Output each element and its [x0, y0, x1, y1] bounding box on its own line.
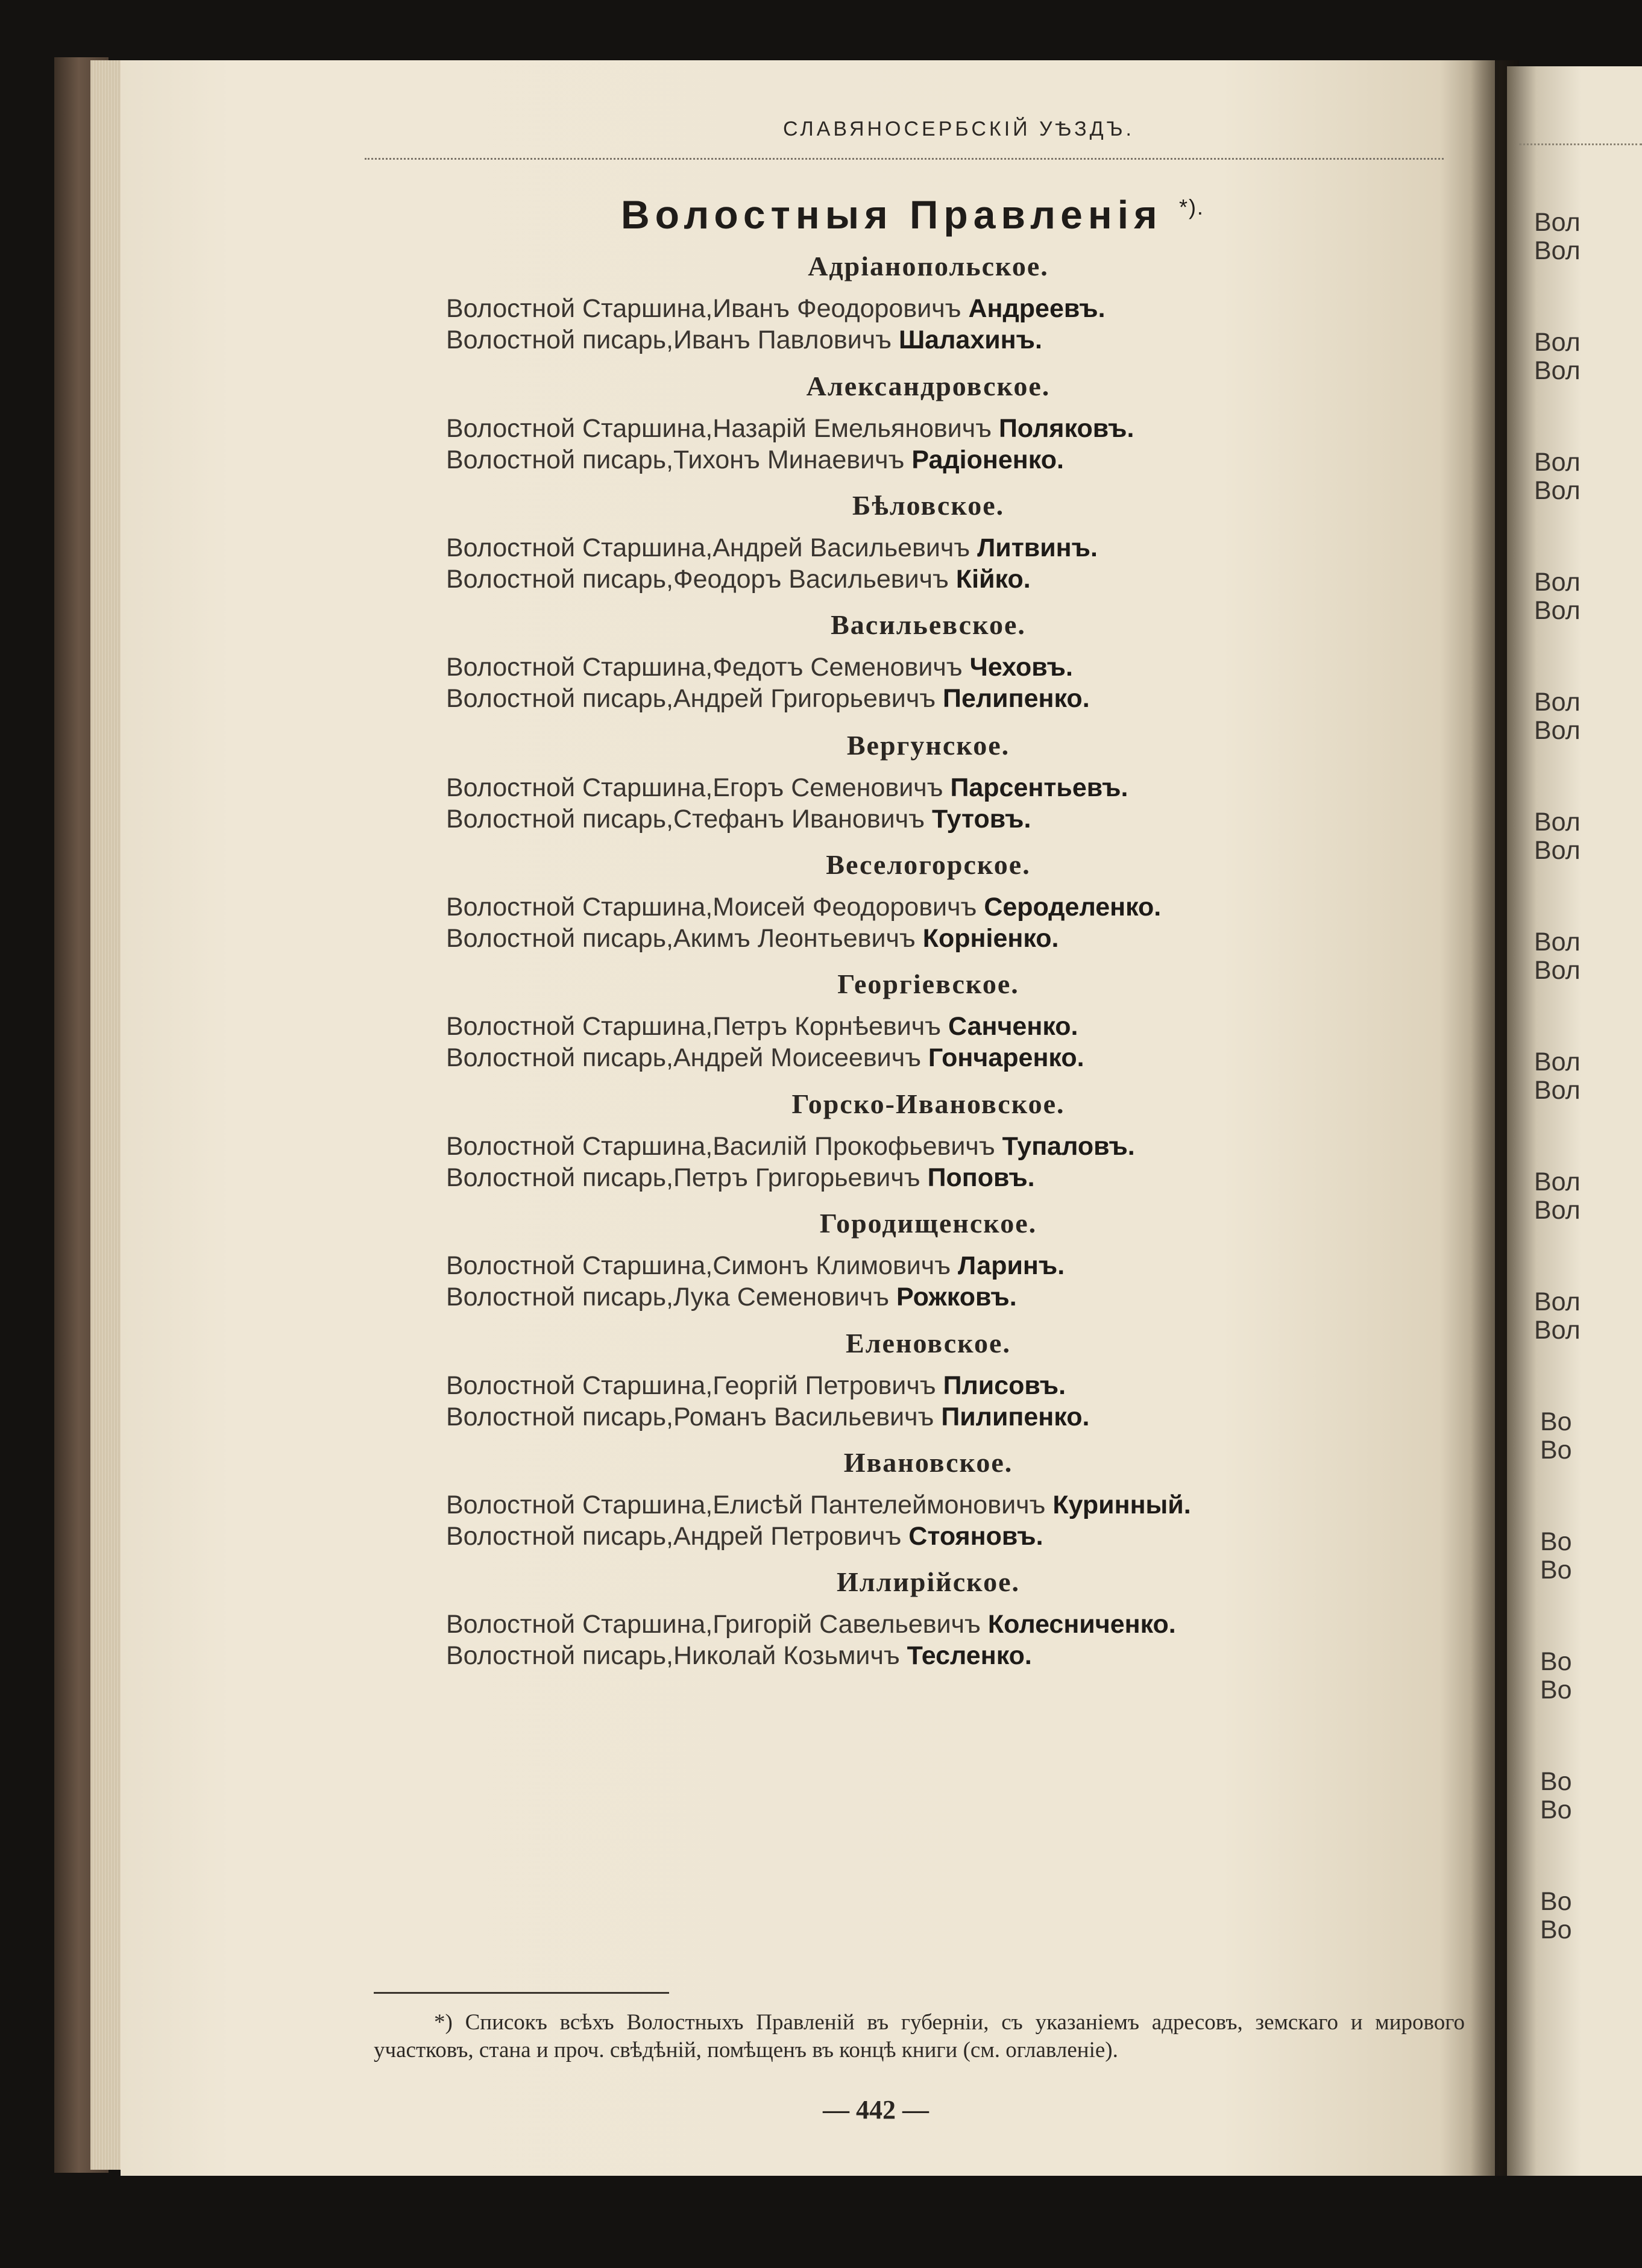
- official-surname: Пелипенко.: [943, 684, 1090, 713]
- official-row: [446, 293, 1471, 324]
- official-given-name: Георгій Петровичъ: [712, 1371, 943, 1400]
- official-row: [446, 772, 1471, 803]
- right-page-line: Вол: [1534, 928, 1581, 957]
- right-page-line: Вол: [1534, 476, 1581, 505]
- right-page-line: Вол: [1534, 568, 1581, 597]
- right-page-line: Вол: [1534, 356, 1581, 385]
- official-role: Волостной писарь,: [446, 924, 673, 953]
- official-given-name: Стефанъ Ивановичъ: [673, 805, 932, 834]
- volost-section: [446, 489, 1471, 595]
- official-role: Волостной писарь,: [446, 445, 673, 474]
- volost-section: [446, 1088, 1471, 1193]
- official-surname: Рожковъ.: [896, 1283, 1017, 1311]
- official-row: [446, 1281, 1471, 1313]
- official-role: Волостной Старшина,: [446, 294, 713, 323]
- official-given-name: Иванъ Феодоровичъ: [712, 294, 969, 323]
- official-role: Волостной Старшина,: [446, 773, 713, 802]
- right-page-line: Вол: [1534, 716, 1581, 745]
- right-page-line: Вол: [1534, 1167, 1581, 1196]
- official-surname: Радіоненко.: [911, 445, 1064, 474]
- page-title: [621, 192, 1204, 237]
- volost-name: Еленовское.: [846, 1328, 1011, 1359]
- official-given-name: Василій Прокофьевичъ: [712, 1132, 1002, 1161]
- right-page-head-rule: [1519, 143, 1642, 145]
- official-given-name: Григорій Савельевичъ: [712, 1610, 988, 1639]
- official-surname: Корніенко.: [922, 924, 1059, 953]
- official-role: Волостной писарь,: [446, 565, 673, 594]
- official-surname: Тупаловъ.: [1002, 1132, 1135, 1161]
- official-row: [446, 683, 1471, 714]
- official-row: [446, 652, 1471, 683]
- right-page-line: Вол: [1534, 236, 1581, 265]
- official-role: Волостной Старшина,: [446, 414, 713, 443]
- official-role: Волостной писарь,: [446, 684, 673, 713]
- official-row: [446, 1489, 1471, 1521]
- official-row: [446, 564, 1471, 595]
- volost-name: Веселогорское.: [826, 849, 1031, 880]
- volost-name: Васильевское.: [831, 609, 1026, 640]
- right-page-line: Вол: [1534, 688, 1581, 717]
- official-given-name: Федотъ Семеновичъ: [712, 653, 970, 682]
- right-page-line: Во: [1540, 1647, 1572, 1676]
- official-role: Волостной Старшина,: [446, 1251, 713, 1280]
- official-row: [446, 1521, 1471, 1552]
- official-row: [446, 1370, 1471, 1401]
- official-surname: Шалахинъ.: [898, 325, 1042, 354]
- official-role: Волостной писарь,: [446, 1641, 673, 1670]
- official-row: [446, 1042, 1471, 1073]
- volost-name: Бѣловское.: [852, 490, 1005, 521]
- official-row: [446, 1162, 1471, 1193]
- official-surname: Колесниченко.: [987, 1610, 1176, 1639]
- official-given-name: Романъ Васильевичъ: [673, 1403, 942, 1431]
- official-given-name: Андрей Моисеевичъ: [673, 1043, 928, 1072]
- official-surname: Андреевъ.: [968, 294, 1106, 323]
- volost-section: [446, 370, 1471, 476]
- official-surname: Стояновъ.: [908, 1522, 1043, 1551]
- official-given-name: Назарій Емельяновичъ: [712, 414, 999, 443]
- volost-name: Горско-Ивановское.: [791, 1088, 1065, 1119]
- right-page-line: Вол: [1534, 448, 1581, 477]
- right-page-line: Во: [1540, 1795, 1572, 1824]
- footnote: *) Списокъ всѣхъ Волостныхъ Правленій въ губерніи, съ указаніемъ адресовъ, земскаго и мирового участковъ, стана и проч. свѣдѣній, помѣщенъ въ концѣ книги (см. оглавленіе).: [374, 2010, 1465, 2062]
- running-head-text: СЛАВЯНОСЕРБСКІЙ УѢЗДЪ.: [782, 118, 1134, 140]
- right-page-line: Вол: [1534, 1048, 1581, 1076]
- official-surname: Тутовъ.: [931, 805, 1031, 834]
- official-surname: Плисовъ.: [943, 1371, 1066, 1400]
- volost-section: [446, 250, 1471, 356]
- right-page-line: Вол: [1534, 1196, 1581, 1225]
- official-row: [446, 1609, 1471, 1640]
- official-given-name: Андрей Григорьевичъ: [673, 684, 943, 713]
- volost-section: [446, 729, 1471, 835]
- official-role: Волостной Старшина,: [446, 1371, 713, 1400]
- official-role: Волостной Старшина,: [446, 1012, 713, 1041]
- volost-section: [446, 849, 1471, 954]
- official-surname: Сероделенко.: [984, 893, 1162, 922]
- official-given-name: Андрей Петровичъ: [673, 1522, 909, 1551]
- right-page-line: Вол: [1534, 208, 1581, 237]
- official-role: Волостной Старшина,: [446, 1610, 713, 1639]
- official-given-name: Петръ Григорьевичъ: [673, 1163, 928, 1192]
- official-given-name: Феодоръ Васильевичъ: [673, 565, 956, 594]
- right-page-line: Во: [1540, 1887, 1572, 1916]
- official-role: Волостной писарь,: [446, 325, 673, 354]
- volost-section: [446, 1327, 1471, 1433]
- right-page-line: Во: [1540, 1676, 1572, 1704]
- volost-name: Вергунское.: [846, 730, 1010, 761]
- official-given-name: Акимъ Леонтьевичъ: [673, 924, 923, 953]
- right-page-line: Вол: [1534, 1287, 1581, 1316]
- official-surname: Тесленко.: [907, 1641, 1032, 1670]
- page-title-text: Волостныя Правленія: [621, 192, 1163, 237]
- right-page-line: Во: [1540, 1436, 1572, 1465]
- official-role: Волостной Старшина,: [446, 533, 713, 562]
- official-surname: Литвинъ.: [977, 533, 1098, 562]
- official-row: [446, 1401, 1471, 1433]
- footnote-rule: [374, 1992, 669, 1994]
- official-given-name: Николай Козьмичъ: [673, 1641, 907, 1670]
- official-role: Волостной писарь,: [446, 1522, 673, 1551]
- volost-section: [446, 968, 1471, 1073]
- official-row: [446, 1640, 1471, 1671]
- head-rule: [365, 158, 1444, 160]
- official-row: [446, 532, 1471, 564]
- official-row: [446, 1131, 1471, 1162]
- right-page-line: Вол: [1534, 808, 1581, 837]
- official-role: Волостной писарь,: [446, 1403, 673, 1431]
- official-row: [446, 1250, 1471, 1281]
- official-row: [446, 413, 1471, 444]
- official-surname: Поляковъ.: [999, 414, 1134, 443]
- right-page-line: Вол: [1534, 836, 1581, 865]
- official-surname: Ларинъ.: [958, 1251, 1065, 1280]
- official-role: Волостной писарь,: [446, 805, 673, 834]
- official-role: Волостной Старшина,: [446, 1491, 713, 1519]
- right-page-line: Во: [1540, 1915, 1572, 1944]
- official-role: Волостной писарь,: [446, 1163, 673, 1192]
- official-surname: Куринный.: [1052, 1491, 1191, 1519]
- volost-name: Иллирійское.: [837, 1566, 1020, 1597]
- right-page-line: Вол: [1534, 956, 1581, 985]
- official-given-name: Моисей Феодоровичъ: [712, 893, 984, 922]
- right-page-line: Вол: [1534, 1316, 1581, 1345]
- official-row: [446, 1011, 1471, 1042]
- right-page-line: Во: [1540, 1767, 1572, 1796]
- official-given-name: Симонъ Климовичъ: [712, 1251, 958, 1280]
- official-given-name: Иванъ Павловичъ: [673, 325, 899, 354]
- official-row: [446, 444, 1471, 476]
- official-surname: Санченко.: [948, 1012, 1078, 1041]
- official-role: Волостной Старшина,: [446, 653, 713, 682]
- right-page-line: Вол: [1534, 1076, 1581, 1105]
- volost-section: [446, 609, 1471, 714]
- official-surname: Поповъ.: [927, 1163, 1035, 1192]
- official-given-name: Егоръ Семеновичъ: [712, 773, 951, 802]
- volost-name: Адріанопольское.: [808, 251, 1049, 281]
- right-page-line: Во: [1540, 1407, 1572, 1436]
- right-page-line: Вол: [1534, 596, 1581, 625]
- official-given-name: Лука Семеновичъ: [673, 1283, 896, 1311]
- volost-section: [446, 1207, 1471, 1313]
- official-surname: Кійко.: [955, 565, 1031, 594]
- volost-name: Городищенское.: [819, 1208, 1037, 1239]
- official-role: Волостной Старшина,: [446, 893, 713, 922]
- official-given-name: Тихонъ Минаевичъ: [673, 445, 912, 474]
- official-given-name: Елисѣй Пантелеймоновичъ: [712, 1491, 1053, 1519]
- volost-section: [446, 1566, 1471, 1671]
- right-page-line: Вол: [1534, 328, 1581, 357]
- official-surname: Чеховъ.: [969, 653, 1073, 682]
- official-role: Волостной писарь,: [446, 1043, 673, 1072]
- volost-name: Георгіевское.: [837, 969, 1019, 999]
- official-row: [446, 891, 1471, 923]
- volost-name: Ивановское.: [843, 1447, 1013, 1478]
- official-given-name: Петръ Корнѣевичъ: [712, 1012, 948, 1041]
- official-role: Волостной писарь,: [446, 1283, 673, 1311]
- official-row: [446, 324, 1471, 356]
- official-given-name: Андрей Васильевичъ: [712, 533, 978, 562]
- official-row: [446, 923, 1471, 954]
- official-row: [446, 803, 1471, 835]
- right-page-line: Во: [1540, 1527, 1572, 1556]
- official-role: Волостной Старшина,: [446, 1132, 713, 1161]
- official-surname: Гончаренко.: [928, 1043, 1084, 1072]
- official-surname: Пилипенко.: [941, 1403, 1090, 1431]
- footnote-mark: *).: [1178, 195, 1204, 219]
- page-number: — 442 —: [823, 2095, 929, 2125]
- right-page-line: Во: [1540, 1556, 1572, 1585]
- volost-name: Александровское.: [806, 371, 1051, 401]
- volost-section: [446, 1447, 1471, 1552]
- official-surname: Парсентьевъ.: [950, 773, 1128, 802]
- running-head: [0, 118, 1642, 141]
